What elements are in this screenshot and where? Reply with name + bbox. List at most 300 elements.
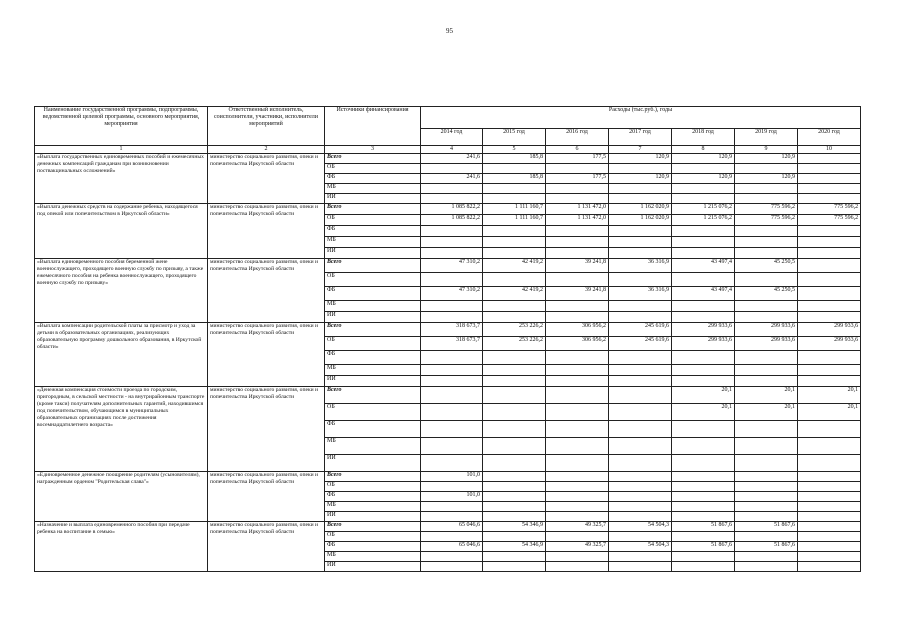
expense-cell — [421, 365, 483, 376]
expense-cell — [735, 226, 798, 237]
funding-source: ФБ — [325, 421, 421, 438]
expense-cell — [798, 512, 861, 522]
table-row — [35, 387, 861, 404]
expense-cell — [483, 365, 546, 376]
expense-cell — [609, 472, 672, 482]
expense-cell — [546, 273, 609, 287]
expense-cell: 39 241,8 — [546, 259, 609, 273]
expense-cell: 20,1 — [798, 387, 861, 404]
measure-executor: министерство социального развития, опеки и попечительства Иркутской области — [208, 204, 325, 259]
expense-cell — [609, 301, 672, 312]
header-year: 2015 год — [483, 129, 546, 146]
funding-source: Всего — [325, 259, 421, 273]
expense-cell: 1 215 076,2 — [672, 204, 735, 215]
expense-cell — [609, 502, 672, 512]
header-year: 2018 год — [672, 129, 735, 146]
measure-executor: министерство социального развития, опеки и попечительства Иркутской области — [208, 387, 325, 472]
column-number: 3 — [325, 146, 421, 154]
column-number: 4 — [421, 146, 483, 154]
expense-cell — [609, 248, 672, 259]
expense-cell: 245 619,6 — [609, 323, 672, 337]
funding-source: ИИ — [325, 512, 421, 522]
expense-cell: 65 046,6 — [421, 542, 483, 552]
measure-name: «Выплата государственных единовременных пособий и ежемесячных денежных компенсаций гражданам при возникновении поствакцинальных осложнений» — [35, 154, 208, 204]
expense-cell — [672, 562, 735, 572]
expense-cell — [735, 194, 798, 204]
table-header — [35, 107, 861, 154]
expense-cell — [672, 351, 735, 365]
funding-source: ИИ — [325, 562, 421, 572]
funding-source: МБ — [325, 184, 421, 194]
expense-cell — [798, 492, 861, 502]
column-number: 8 — [672, 146, 735, 154]
expense-cell — [735, 301, 798, 312]
funding-source: ФБ — [325, 174, 421, 184]
expense-cell: 775 596,2 — [735, 215, 798, 226]
expense-cell — [483, 438, 546, 455]
expense-cell — [672, 421, 735, 438]
expense-cell: 241,6 — [421, 174, 483, 184]
expense-cell — [735, 273, 798, 287]
expense-cell — [672, 301, 735, 312]
expense-cell — [609, 532, 672, 542]
expense-cell — [798, 438, 861, 455]
expense-cell — [421, 351, 483, 365]
funding-source: МБ — [325, 438, 421, 455]
expense-cell — [672, 512, 735, 522]
expense-cell: 253 226,2 — [483, 323, 546, 337]
expense-cell — [609, 438, 672, 455]
expense-cell — [421, 532, 483, 542]
expense-cell — [798, 226, 861, 237]
expense-cell: 49 325,7 — [546, 542, 609, 552]
expense-cell — [483, 387, 546, 404]
expense-cell — [483, 532, 546, 542]
funding-source: ФБ — [325, 492, 421, 502]
expense-cell — [546, 387, 609, 404]
measure-executor: министерство социального развития, опеки и попечительства Иркутской области — [208, 472, 325, 522]
expense-cell — [546, 301, 609, 312]
expense-cell: 20,1 — [672, 387, 735, 404]
expense-cell — [672, 472, 735, 482]
expense-cell — [798, 287, 861, 301]
funding-source: Всего — [325, 204, 421, 215]
expense-cell: 1 085 822,2 — [421, 204, 483, 215]
expense-cell — [798, 312, 861, 323]
expense-cell — [421, 301, 483, 312]
expense-cell — [609, 492, 672, 502]
table-row — [35, 522, 861, 532]
expense-cell — [609, 273, 672, 287]
header-year: 2014 год — [421, 129, 483, 146]
expense-cell — [672, 365, 735, 376]
expense-cell — [546, 365, 609, 376]
expense-cell — [798, 301, 861, 312]
expense-cell: 1 085 822,2 — [421, 215, 483, 226]
funding-source: ИИ — [325, 312, 421, 323]
expense-cell — [798, 351, 861, 365]
expense-cell — [735, 502, 798, 512]
measure-name: «Назначение и выплата единовременного пособия при передаче ребенка на воспитание в семью» — [35, 522, 208, 572]
expense-cell — [421, 455, 483, 472]
expense-cell — [609, 376, 672, 387]
expense-cell: 54 504,3 — [609, 522, 672, 532]
expense-cell — [421, 482, 483, 492]
expense-cell: 101,0 — [421, 492, 483, 502]
budget-table — [34, 106, 861, 572]
expense-cell — [546, 164, 609, 174]
expense-cell — [798, 502, 861, 512]
expense-cell — [421, 512, 483, 522]
expense-cell — [546, 455, 609, 472]
expense-cell: 101,0 — [421, 472, 483, 482]
expense-cell — [672, 248, 735, 259]
expense-cell: 1 111 160,7 — [483, 204, 546, 215]
expense-cell — [483, 492, 546, 502]
expense-cell — [798, 421, 861, 438]
funding-source: Всего — [325, 522, 421, 532]
expense-cell: 51 867,6 — [735, 542, 798, 552]
funding-source: ОБ — [325, 404, 421, 421]
expense-cell — [735, 248, 798, 259]
expense-cell: 54 346,9 — [483, 522, 546, 532]
expense-cell — [735, 532, 798, 542]
expense-cell — [609, 365, 672, 376]
expense-cell — [735, 512, 798, 522]
expense-cell — [609, 194, 672, 204]
header-year: 2016 год — [546, 129, 609, 146]
expense-cell: 775 596,2 — [735, 204, 798, 215]
expense-cell: 51 867,6 — [672, 522, 735, 532]
expense-cell — [546, 351, 609, 365]
expense-cell: 306 956,2 — [546, 337, 609, 351]
expense-cell — [546, 502, 609, 512]
funding-source: МБ — [325, 552, 421, 562]
expense-cell — [609, 312, 672, 323]
funding-source: ОБ — [325, 482, 421, 492]
header-year: 2017 год — [609, 129, 672, 146]
expense-cell: 299 933,6 — [735, 323, 798, 337]
expense-cell — [483, 552, 546, 562]
expense-cell: 775 596,2 — [798, 215, 861, 226]
expense-cell — [798, 259, 861, 273]
expense-cell — [735, 562, 798, 572]
expense-cell: 1 111 160,7 — [483, 215, 546, 226]
table-row — [35, 154, 861, 164]
expense-cell: 20,1 — [735, 387, 798, 404]
expense-cell — [483, 194, 546, 204]
measure-executor: министерство социального развития, опеки и попечительства Иркутской области — [208, 522, 325, 572]
expense-cell — [421, 248, 483, 259]
expense-cell — [546, 421, 609, 438]
expense-cell: 20,1 — [798, 404, 861, 421]
expense-cell — [483, 512, 546, 522]
expense-cell — [735, 455, 798, 472]
expense-cell — [421, 164, 483, 174]
funding-source: Всего — [325, 387, 421, 404]
expense-cell — [735, 237, 798, 248]
expense-cell — [798, 455, 861, 472]
funding-source: ИИ — [325, 248, 421, 259]
measure-name: «Единовременное денежное поощрение родителям (усыновителям), награжденным орденом "Родительская слава"» — [35, 472, 208, 522]
expense-cell — [798, 365, 861, 376]
column-number: 9 — [735, 146, 798, 154]
expense-cell — [483, 312, 546, 323]
funding-source: ОБ — [325, 273, 421, 287]
expense-cell: 177,5 — [546, 174, 609, 184]
expense-cell: 47 310,2 — [421, 259, 483, 273]
expense-cell: 54 346,9 — [483, 542, 546, 552]
table-row — [35, 204, 861, 215]
expense-cell — [798, 154, 861, 164]
expense-cell — [609, 512, 672, 522]
funding-source: ОБ — [325, 337, 421, 351]
expense-cell: 177,5 — [546, 154, 609, 164]
expense-cell: 39 241,8 — [546, 287, 609, 301]
expense-cell — [483, 301, 546, 312]
expense-cell — [609, 184, 672, 194]
expense-cell: 120,9 — [609, 174, 672, 184]
expense-cell: 120,9 — [672, 154, 735, 164]
expense-cell — [421, 376, 483, 387]
expense-cell — [546, 472, 609, 482]
expense-cell: 185,8 — [483, 154, 546, 164]
funding-source: ОБ — [325, 532, 421, 542]
expense-cell — [421, 421, 483, 438]
expense-cell: 120,9 — [609, 154, 672, 164]
expense-cell: 120,9 — [735, 174, 798, 184]
header-expenses: Расходы (тыс.руб.), годы — [421, 107, 861, 129]
funding-source: Всего — [325, 472, 421, 482]
expense-cell — [672, 482, 735, 492]
expense-cell — [483, 455, 546, 472]
funding-source: МБ — [325, 502, 421, 512]
expense-cell — [672, 438, 735, 455]
expense-cell — [672, 532, 735, 542]
expense-cell: 45 250,5 — [735, 287, 798, 301]
expense-cell — [421, 273, 483, 287]
measure-name: «Выплата компенсации родительской платы за присмотр и уход за детьми в образовательных организациях, реализующих образовательную программу дошкольного образования, в Иркутской области» — [35, 323, 208, 387]
expense-cell — [421, 438, 483, 455]
expense-cell — [735, 376, 798, 387]
expense-cell — [798, 194, 861, 204]
expense-cell — [421, 387, 483, 404]
expense-cell — [798, 174, 861, 184]
expense-cell — [546, 482, 609, 492]
column-number: 2 — [208, 146, 325, 154]
expense-cell — [672, 502, 735, 512]
expense-cell: 299 933,6 — [735, 337, 798, 351]
expense-cell: 1 131 472,0 — [546, 204, 609, 215]
expense-cell: 65 046,6 — [421, 522, 483, 532]
measure-executor: министерство социального развития, опеки и попечительства Иркутской области — [208, 154, 325, 204]
expense-cell: 299 933,6 — [672, 323, 735, 337]
expense-cell — [609, 552, 672, 562]
expense-cell — [546, 312, 609, 323]
expense-cell — [672, 164, 735, 174]
funding-source: МБ — [325, 301, 421, 312]
expense-cell: 51 867,6 — [672, 542, 735, 552]
expense-cell — [735, 312, 798, 323]
expense-cell: 306 956,2 — [546, 323, 609, 337]
measure-name: «Выплата единовременного пособия беременной жене военнослужащего, проходящего военную службу по призыву, а также ежемесячного пособия на ребенка военнослужащего, проходящего военную службу по призыву» — [35, 259, 208, 323]
expense-cell — [546, 248, 609, 259]
expense-cell — [483, 562, 546, 572]
expense-cell — [735, 552, 798, 562]
funding-source: Всего — [325, 154, 421, 164]
expense-cell — [546, 404, 609, 421]
expense-cell — [546, 237, 609, 248]
expense-cell — [483, 226, 546, 237]
expense-cell — [421, 184, 483, 194]
expense-cell — [483, 472, 546, 482]
expense-cell — [546, 492, 609, 502]
column-number: 10 — [798, 146, 861, 154]
funding-source: ФБ — [325, 226, 421, 237]
expense-cell: 42 419,2 — [483, 259, 546, 273]
expense-cell — [609, 455, 672, 472]
expense-cell — [483, 248, 546, 259]
funding-source: ОБ — [325, 215, 421, 226]
expense-cell — [609, 351, 672, 365]
expense-cell: 299 933,6 — [798, 323, 861, 337]
expense-cell: 42 419,2 — [483, 287, 546, 301]
expense-cell: 20,1 — [735, 404, 798, 421]
table-row — [35, 259, 861, 273]
expense-cell — [546, 562, 609, 572]
expense-cell: 299 933,6 — [798, 337, 861, 351]
expense-cell — [483, 502, 546, 512]
expense-cell — [546, 184, 609, 194]
funding-source: ИИ — [325, 194, 421, 204]
expense-cell — [798, 184, 861, 194]
expense-cell — [483, 404, 546, 421]
expense-cell: 51 867,6 — [735, 522, 798, 532]
header-program: Наименование государственной программы, подпрограммы, ведомственной целевой программы, основного мероприятия, мероприятия — [35, 107, 208, 146]
header-year: 2019 год — [735, 129, 798, 146]
expense-cell: 49 325,7 — [546, 522, 609, 532]
expense-cell — [672, 226, 735, 237]
expense-cell: 245 619,6 — [609, 337, 672, 351]
expense-cell — [735, 482, 798, 492]
header-source: Источники финансирования — [325, 107, 421, 146]
expense-cell: 36 316,9 — [609, 259, 672, 273]
expense-cell — [546, 226, 609, 237]
expense-cell: 185,8 — [483, 174, 546, 184]
expense-cell — [735, 492, 798, 502]
expense-cell — [672, 312, 735, 323]
funding-source: Всего — [325, 323, 421, 337]
expense-cell — [798, 522, 861, 532]
expense-cell — [672, 194, 735, 204]
funding-source: ОБ — [325, 164, 421, 174]
expense-cell: 47 310,2 — [421, 287, 483, 301]
expense-cell — [798, 552, 861, 562]
expense-cell — [798, 482, 861, 492]
expense-cell — [609, 164, 672, 174]
page-number: 95 — [446, 27, 453, 35]
measure-name: «Денежная компенсация стоимости проезда по городским, пригородным, в сельской местности - на внутрирайонным транспорте (кроме такси) получателям дополнительных гарантий, находившимся под попечительством, обучающимся в муниципальных образовательных организациях после достижения восемнадцатилетнего возраста» — [35, 387, 208, 472]
table-row — [35, 323, 861, 337]
funding-source: МБ — [325, 365, 421, 376]
expense-cell: 299 933,6 — [672, 337, 735, 351]
expense-cell — [546, 512, 609, 522]
column-number: 6 — [546, 146, 609, 154]
expense-cell — [421, 312, 483, 323]
expense-cell — [672, 273, 735, 287]
funding-source: ФБ — [325, 351, 421, 365]
expense-cell — [672, 237, 735, 248]
expense-cell — [546, 376, 609, 387]
expense-cell — [421, 404, 483, 421]
expense-cell — [672, 455, 735, 472]
expense-cell — [735, 164, 798, 174]
measure-executor: министерство социального развития, опеки и попечительства Иркутской области — [208, 323, 325, 387]
expense-cell — [421, 562, 483, 572]
expense-cell: 45 250,5 — [735, 259, 798, 273]
expense-cell: 318 673,7 — [421, 323, 483, 337]
expense-cell — [483, 351, 546, 365]
expense-cell — [483, 421, 546, 438]
column-number: 7 — [609, 146, 672, 154]
expense-cell — [546, 194, 609, 204]
header-year: 2020 год — [798, 129, 861, 146]
funding-source: МБ — [325, 237, 421, 248]
expense-cell: 775 596,2 — [798, 204, 861, 215]
expense-cell — [798, 376, 861, 387]
table-body — [35, 154, 861, 572]
expense-cell — [735, 421, 798, 438]
expense-cell — [735, 438, 798, 455]
expense-cell: 1 162 020,9 — [609, 204, 672, 215]
expense-cell — [421, 502, 483, 512]
expense-cell — [609, 237, 672, 248]
expense-cell: 43 497,4 — [672, 259, 735, 273]
expense-cell — [421, 194, 483, 204]
expense-cell: 1 215 076,2 — [672, 215, 735, 226]
expense-cell — [609, 421, 672, 438]
funding-source: ФБ — [325, 287, 421, 301]
expense-cell: 120,9 — [672, 174, 735, 184]
expense-cell — [483, 482, 546, 492]
funding-source: ИИ — [325, 376, 421, 387]
column-number: 1 — [35, 146, 208, 154]
expense-cell — [483, 376, 546, 387]
expense-cell: 54 504,3 — [609, 542, 672, 552]
expense-cell — [609, 482, 672, 492]
expense-cell — [546, 552, 609, 562]
expense-cell — [798, 164, 861, 174]
expense-cell — [798, 248, 861, 259]
expense-cell: 253 226,2 — [483, 337, 546, 351]
expense-cell: 43 497,4 — [672, 287, 735, 301]
funding-source: ИИ — [325, 455, 421, 472]
expense-cell — [672, 492, 735, 502]
expense-cell — [483, 273, 546, 287]
expense-cell — [546, 438, 609, 455]
expense-cell — [735, 351, 798, 365]
expense-cell — [798, 273, 861, 287]
expense-cell — [735, 365, 798, 376]
expense-cell — [421, 237, 483, 248]
column-number-row — [35, 146, 861, 154]
expense-cell: 241,6 — [421, 154, 483, 164]
expense-cell — [735, 472, 798, 482]
expense-cell — [609, 404, 672, 421]
measure-name: «Выплата денежных средств на содержание ребенка, находящегося под опекой или попечительством в Иркутской области» — [35, 204, 208, 259]
expense-cell — [798, 472, 861, 482]
expense-cell: 1 131 472,0 — [546, 215, 609, 226]
